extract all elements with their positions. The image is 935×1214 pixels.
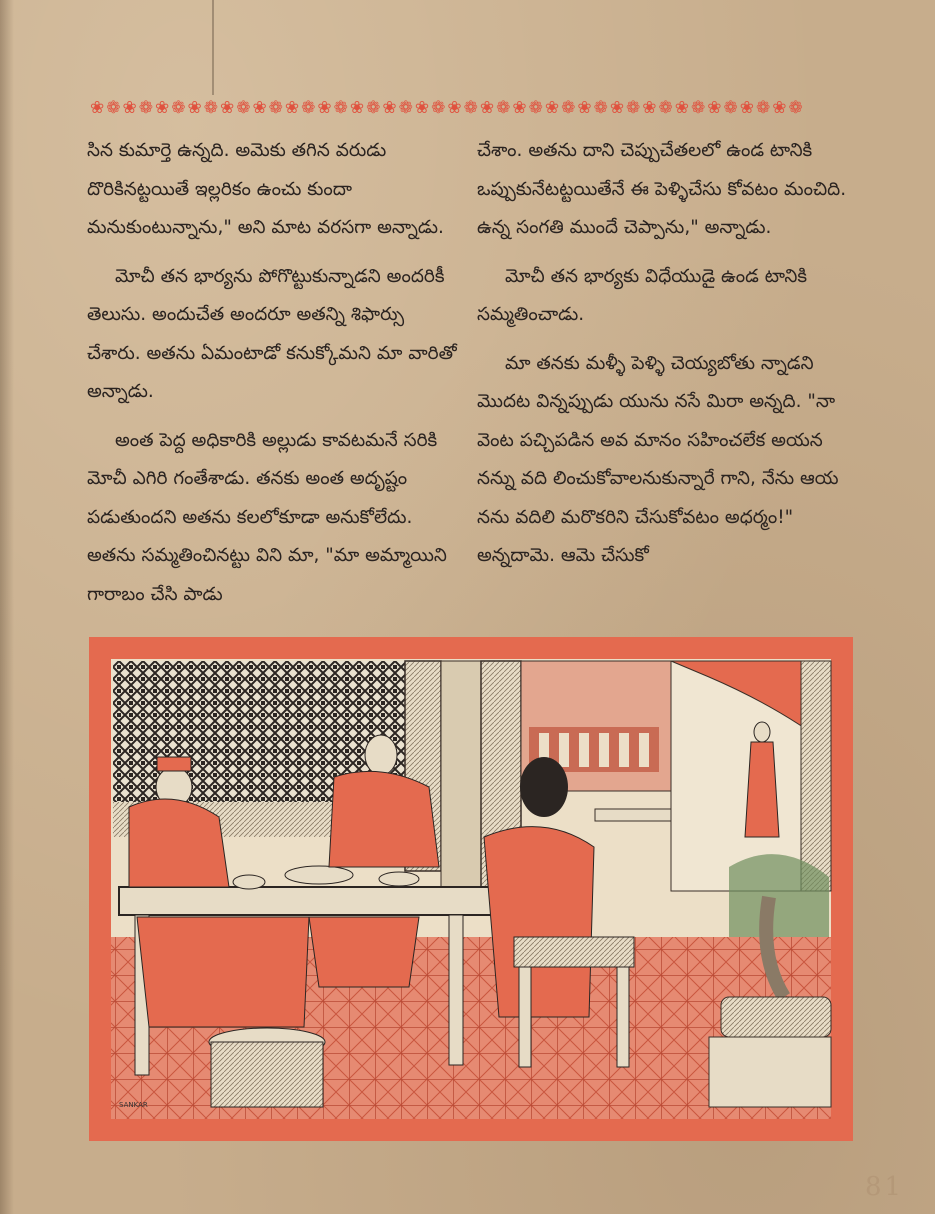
paragraph: మా తనకు మళ్ళీ పెళ్ళి చెయ్యబోతు న్నాడని మొదట విన్నప్పుడు యును నసే మిరా అన్నది. "నా వెంట పచ్చిపడిన అవ మానం సహించలేక అయన నన్ను వది లించుకోవాలనుకున్నారే గాని, నేను ఆయ నను వదిలి మరొకరిని చేసుకోవటం అధర్మం!" అన్నదామె. ఆమె చేసుకో [477,352,839,566]
paragraph: మోచీ తన భార్యను పోగొట్టుకున్నాడని అందరికీ తెలుసు. అందుచేత అందరూ అతన్ని శిఫార్సు చేశారు. అతను ఏమంటాడో కనుక్కోమని మా వారితో అన్నాడు. [87,265,457,402]
paragraph: చేశాం. అతను దాని చెప్పుచేతలలో ఉండ టానికి ఒప్పుకునేటట్టయితేనే ఈ పెళ్ళిచేసు కోవటం మంచిది. ఉన్న సంగతి ముందే చెప్పాను," అన్నాడు. [477,140,847,238]
paragraph: మోచీ తన భార్యకు విధేయుడై ఉండ టానికి సమ్మతించాడు. [477,265,808,325]
woman-in-doorway [745,742,779,837]
decorative-border-ornament: ❀❁❀❁❀❁❀❁❀❁❀❁❀❁❀❁❀❁❀❁❀❁❀❁❀❁❀❁❀❁❀❁❀❁❀❁❀❁❀❁❀❁❀❁ [90,98,805,118]
right-text-column [477,132,849,586]
left-text-column [87,132,459,624]
page-fold-mark [212,0,214,95]
page-number: 81 [865,1172,905,1202]
dining-table [119,887,509,915]
flower-pot [721,997,831,1037]
page-gutter-shadow [0,0,14,1214]
seated-woman-back [484,827,594,1017]
seated-man-center [329,771,439,867]
paragraph: అంత పెద్ద అధికారికి అల్లుడు కావటమనే సరికి మోచీ ఎగిరి గంతేశాడు. తనకు అంత అదృష్టం పడుతుందని అతను కలలోకూడా అనుకోలేదు. అతను సమ్మతించినట్టు విని మా, "మా అమ్మాయిని గారాబం చేసి పాడు [87,429,447,605]
illustration-drawing [89,637,853,1141]
artist-signature: SANKAR [119,1101,148,1109]
paragraph: సిన కుమార్తె ఉన్నది. అమెకు తగిన వరుడు దొరికినట్టయితే ఇల్లరికం ఉంచు కుందా మనుకుంటున్నాను," అని మాట వరసగా అన్నాడు. [87,140,444,238]
story-illustration [89,637,853,1141]
